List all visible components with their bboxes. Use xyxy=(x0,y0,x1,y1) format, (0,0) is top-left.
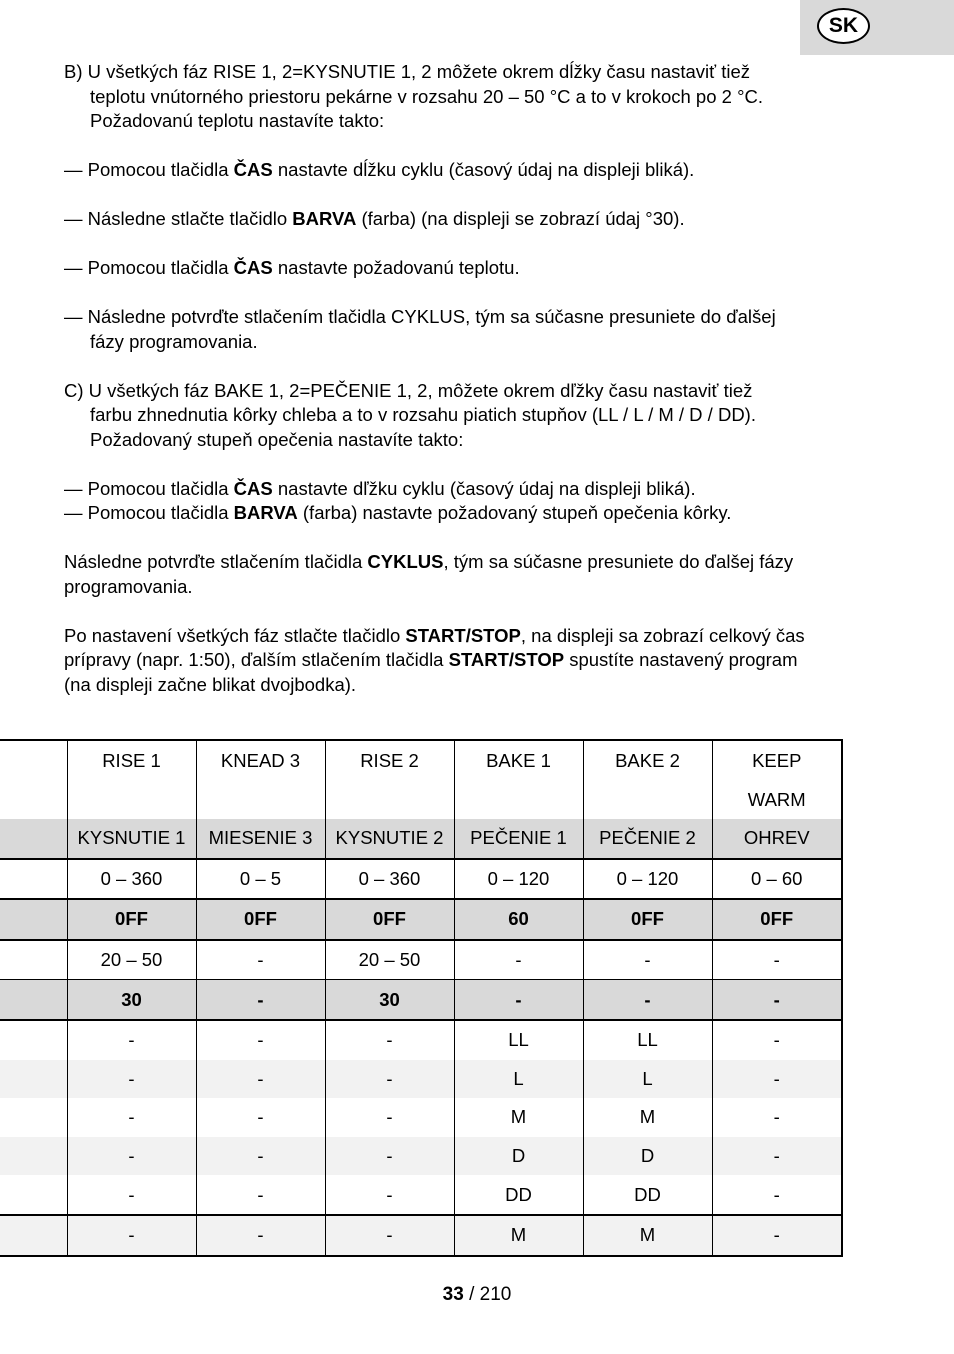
table-cell: KYSNUTIE 2 xyxy=(325,819,454,859)
table-cell: M xyxy=(454,1098,583,1137)
step-barva-2: — Pomocou tlačidla BARVA (farba) nastavte požadovaný stupeň opečenia kôrky. xyxy=(64,502,732,523)
start-stop-line2: prípravy (napr. 1:50), ďalším stlačením tlačidla START/STOP spustíte nastavený program xyxy=(64,649,798,670)
table-row xyxy=(0,1175,842,1215)
para-b-line2: teplotu vnútorného priestoru pekárne v rozsahu 20 – 50 °C a to v krokoch po 2 °C. xyxy=(90,85,763,107)
table-row xyxy=(0,1215,842,1256)
row-label-cell xyxy=(0,1175,67,1215)
table-cell: MIESENIE 3 xyxy=(196,819,325,859)
table-cell: PEČENIE 2 xyxy=(583,819,712,859)
phase-name-line: WARM xyxy=(747,789,806,810)
table-cell: LL xyxy=(583,1020,712,1060)
header-row-en xyxy=(0,740,842,819)
table-cell: 30 xyxy=(67,980,196,1020)
table-cell: - xyxy=(67,1060,196,1099)
phase-name-line: BAKE 1 xyxy=(486,750,551,771)
row-label-cell xyxy=(0,740,67,819)
confirm-cyklus-cont: programovania. xyxy=(64,575,193,597)
table-cell: LL xyxy=(454,1020,583,1060)
table-cell xyxy=(712,740,842,819)
table-cell: - xyxy=(196,1020,325,1060)
table-cell: - xyxy=(325,1175,454,1215)
table-cell: - xyxy=(712,1060,842,1099)
table-cell: - xyxy=(325,1098,454,1137)
phase-name-line: RISE 1 xyxy=(102,750,161,771)
table-cell: DD xyxy=(583,1175,712,1215)
table-cell: - xyxy=(67,1175,196,1215)
table-cell: PEČENIE 1 xyxy=(454,819,583,859)
table-cell: - xyxy=(67,1137,196,1176)
table-cell: L xyxy=(583,1060,712,1099)
table-cell: - xyxy=(325,1215,454,1256)
row-label-cell xyxy=(0,1098,67,1137)
para-c-line2: farbu zhnednutia kôrky chleba a to v rozsahu piatich stupňov (LL / L / M / D / DD). xyxy=(90,404,756,425)
language-tab xyxy=(800,0,954,55)
step-cas-1: — Pomocou tlačidla ČAS nastavte dĺžku cyklu (časový údaj na displeji bliká). xyxy=(64,159,695,180)
table-cell: - xyxy=(196,980,325,1020)
table-cell: OHREV xyxy=(712,819,842,859)
table-cell: - xyxy=(712,940,842,980)
table-cell xyxy=(454,740,583,819)
table-cell: - xyxy=(583,940,712,980)
step-cyklus-1: — Následne potvrďte stlačením tlačidla CYKLUS, tým sa súčasne presuniete do ďalšej xyxy=(64,306,776,327)
start-stop-line1: Po nastavení všetkých fáz stlačte tlačidlo START/STOP, na displeji sa zobrazí celkový čas xyxy=(64,624,805,646)
table-cell: M xyxy=(454,1215,583,1256)
table-row xyxy=(0,1060,842,1099)
language-badge: SK xyxy=(817,8,870,44)
table-cell: DD xyxy=(454,1175,583,1215)
table-cell: 0FF xyxy=(196,899,325,940)
table-cell: - xyxy=(454,980,583,1020)
table-cell: - xyxy=(67,1215,196,1256)
table-row xyxy=(0,859,842,900)
phase-name-line: KEEP xyxy=(752,750,802,771)
phase-name-line: RISE 2 xyxy=(360,750,419,771)
table-cell xyxy=(67,740,196,819)
step-cas-3: — Pomocou tlačidla ČAS nastavte dľžku cyklu (časový údaj na displeji bliká). xyxy=(64,477,696,499)
header-row-sk xyxy=(0,819,842,859)
instructions xyxy=(64,60,894,697)
para-c-line1: C) U všetkých fáz BAKE 1, 2=PEČENIE 1, 2, môžete okrem dľžky času nastaviť tiež xyxy=(64,379,753,401)
table-row xyxy=(0,1020,842,1060)
table-cell xyxy=(325,740,454,819)
table-row xyxy=(0,940,842,980)
table-cell: - xyxy=(196,1098,325,1137)
row-label-cell xyxy=(0,1137,67,1176)
confirm-cyklus: Následne potvrďte stlačením tlačidla CYKLUS, tým sa súčasne presuniete do ďalšej fázy xyxy=(64,551,794,572)
table-cell: 0FF xyxy=(712,899,842,940)
table-cell: - xyxy=(325,1060,454,1099)
table-cell: 0 – 360 xyxy=(67,859,196,900)
table-cell: L xyxy=(454,1060,583,1099)
table-cell: - xyxy=(196,1175,325,1215)
table-cell: - xyxy=(454,940,583,980)
row-label-cell xyxy=(0,1060,67,1099)
para-b-line1: B) U všetkých fáz RISE 1, 2=KYSNUTIE 1, 2 môžete okrem dĺžky času nastaviť tiež xyxy=(64,61,751,82)
row-label-cell xyxy=(0,1215,67,1256)
row-label-cell xyxy=(0,980,67,1020)
table-cell: 0 – 360 xyxy=(325,859,454,900)
program-settings-table xyxy=(0,739,843,1257)
phase-name-line: KNEAD 3 xyxy=(220,750,301,771)
table-cell: - xyxy=(712,1098,842,1137)
start-stop-line3: (na displeji začne blikat dvojbodka). xyxy=(64,673,357,695)
table-row xyxy=(0,1098,842,1137)
table-cell: - xyxy=(325,1020,454,1060)
row-label-cell xyxy=(0,859,67,900)
table-cell: - xyxy=(196,1137,325,1176)
table-cell xyxy=(583,740,712,819)
para-c-line3: Požadovaný stupeň opečenia nastavíte takto: xyxy=(90,428,464,450)
para-b-line3: Požadovanú teplotu nastavíte takto: xyxy=(90,110,385,131)
step-cyklus-1-cont: fázy programovania. xyxy=(90,330,258,352)
table-cell: 20 – 50 xyxy=(67,940,196,980)
phase-name-line: BAKE 2 xyxy=(615,750,680,771)
step-cas-2: — Pomocou tlačidla ČAS nastavte požadovanú teplotu. xyxy=(64,257,520,278)
table-cell: 0 – 120 xyxy=(454,859,583,900)
table-cell: - xyxy=(196,1060,325,1099)
table-row xyxy=(0,980,842,1020)
row-label-cell xyxy=(0,940,67,980)
table-cell: D xyxy=(583,1137,712,1176)
table-cell: - xyxy=(712,980,842,1020)
table-cell: - xyxy=(196,1215,325,1256)
step-barva-1: — Následne stlačte tlačidlo BARVA (farba) (na displeji se zobrazí údaj °30). xyxy=(64,208,685,229)
table-cell: - xyxy=(712,1175,842,1215)
table-cell xyxy=(196,740,325,819)
page-number: 33 / 210 xyxy=(442,1284,512,1305)
table-cell: - xyxy=(325,1137,454,1176)
table-cell: - xyxy=(712,1137,842,1176)
table-cell: 20 – 50 xyxy=(325,940,454,980)
table-cell: - xyxy=(583,980,712,1020)
table-cell: M xyxy=(583,1098,712,1137)
table-cell: 0FF xyxy=(325,899,454,940)
table-cell: 0FF xyxy=(583,899,712,940)
table-cell: - xyxy=(712,1215,842,1256)
table-cell: D xyxy=(454,1137,583,1176)
table-cell: 0FF xyxy=(67,899,196,940)
table-cell: 0 – 5 xyxy=(196,859,325,900)
table-row xyxy=(0,899,842,940)
table-cell: 60 xyxy=(454,899,583,940)
table-cell: - xyxy=(712,1020,842,1060)
table-cell: - xyxy=(196,940,325,980)
table-cell: 0 – 60 xyxy=(712,859,842,900)
row-label-cell xyxy=(0,899,67,940)
table-cell: KYSNUTIE 1 xyxy=(67,819,196,859)
row-label-cell xyxy=(0,1020,67,1060)
table-cell: 0 – 120 xyxy=(583,859,712,900)
row-label-cell xyxy=(0,819,67,859)
table-cell: M xyxy=(583,1215,712,1256)
table-cell: - xyxy=(67,1098,196,1137)
table-cell: - xyxy=(67,1020,196,1060)
table-cell: 30 xyxy=(325,980,454,1020)
table-row xyxy=(0,1137,842,1176)
